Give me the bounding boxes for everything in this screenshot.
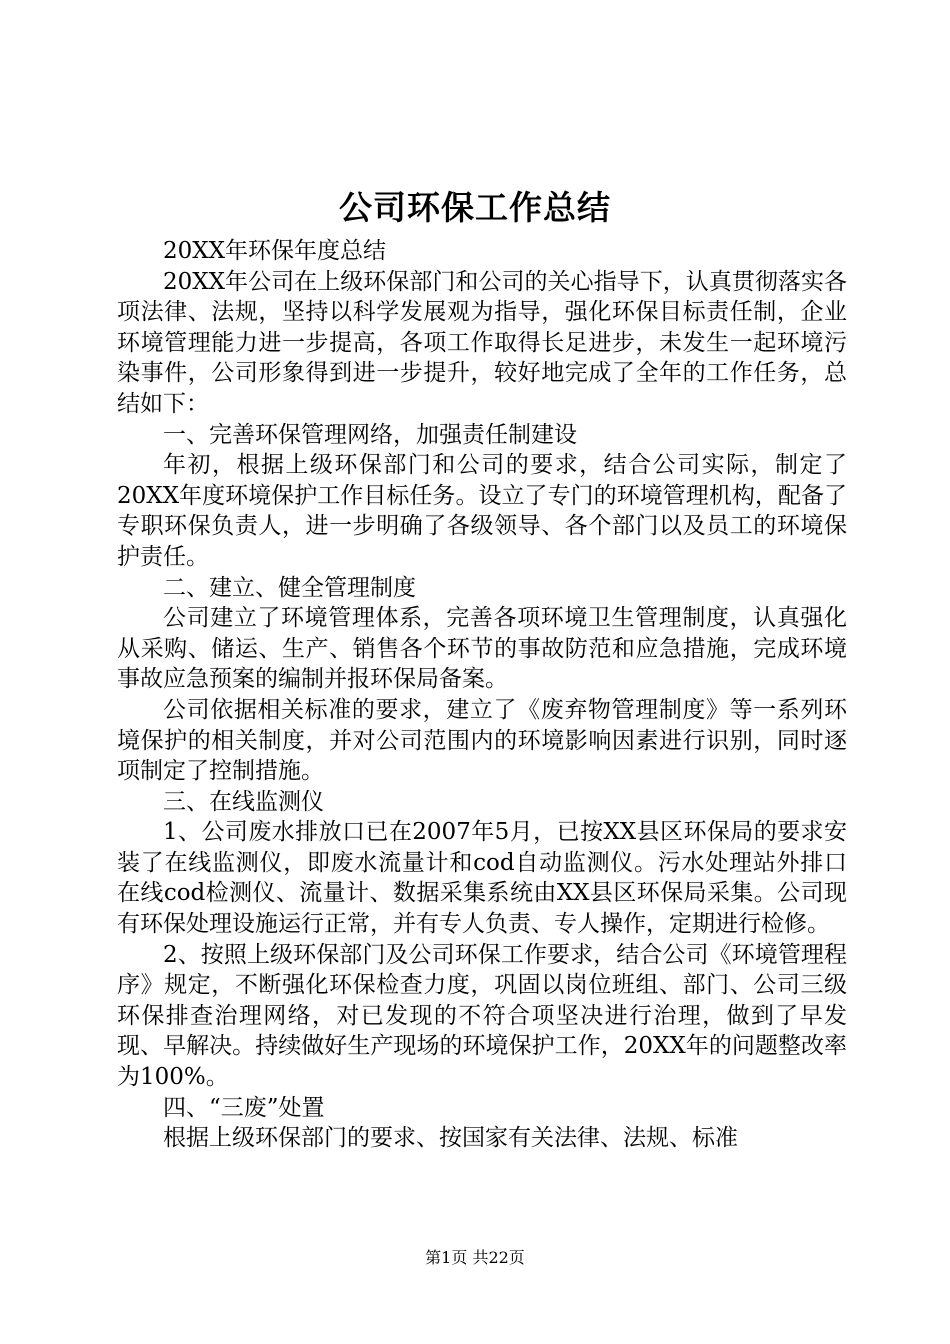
document-body: [117, 236, 847, 1154]
subtitle-paragraph: 20XX年环保年度总结: [163, 238, 387, 264]
section-heading-1: 一、完善环保管理网络，加强责任制建设: [163, 421, 577, 448]
section-1-paragraph: 年初，根据上级环保部门和公司的要求，结合公司实际，制定了20XX年度环境保护工作目标任务。设立了专门的环境管理机构，配备了专职环保负责人，进一步明确了各级领导、各个部门以及员工的环境保护责任。: [117, 452, 847, 570]
section-heading-3: 三、在线监测仪: [163, 788, 324, 815]
section-heading-2: 二、建立、健全管理制度: [163, 574, 416, 601]
section-4-paragraph: 根据上级环保部门的要求、按国家有关法律、法规、标准: [163, 1125, 738, 1152]
page-footer: 第1页 共22页: [425, 1248, 525, 1267]
section-heading-4: 四、“三废”处置: [163, 1094, 325, 1121]
section-3-paragraph-1: 1、公司废水排放口已在2007年5月，已按XX县区环保局的要求安装了在线监测仪，即废水流量计和cod自动监测仪。污水处理站外排口在线cod检测仪、流量计、数据采集系统由XX县区环保局采集。公司现有环保处理设施运行正常，并有专人负责、专人操作，定期进行检修。: [117, 819, 847, 938]
document-title: 公司环保工作总结: [339, 188, 611, 227]
section-2-paragraph-1: 公司建立了环境管理体系，完善各项环境卫生管理制度，认真强化从采购、储运、生产、销售各个环节的事故防范和应急措施，完成环境事故应急预案的编制并报环保局备案。: [117, 605, 847, 693]
intro-paragraph: 20XX年公司在上级环保部门和公司的关心指导下，认真贯彻落实各项法律、法规，坚持以科学发展观为指导，强化环保目标责任制，企业环境管理能力进一步提高，各项工作取得长足进步，未发生一起环境污染事件，公司形象得到进一步提升，较好地完成了全年的工作任务，总结如下：: [117, 268, 847, 417]
section-2-paragraph-2: 公司依据相关标准的要求，建立了《废弃物管理制度》等一系列环境保护的相关制度，并对公司范围内的环境影响因素进行识别，同时逐项制定了控制措施。: [117, 696, 847, 785]
section-3-paragraph-2: 2、按照上级环保部门及公司环保工作要求，结合公司《环境管理程序》规定，不断强化环保检查力度，巩固以岗位班组、部门、公司三级环保排查治理网络，对已发现的不符合项坚决进行治理，做到了早发现、早解决。持续做好生产现场的环境保护工作，20XX年的问题整改率为100%。: [117, 941, 847, 1091]
